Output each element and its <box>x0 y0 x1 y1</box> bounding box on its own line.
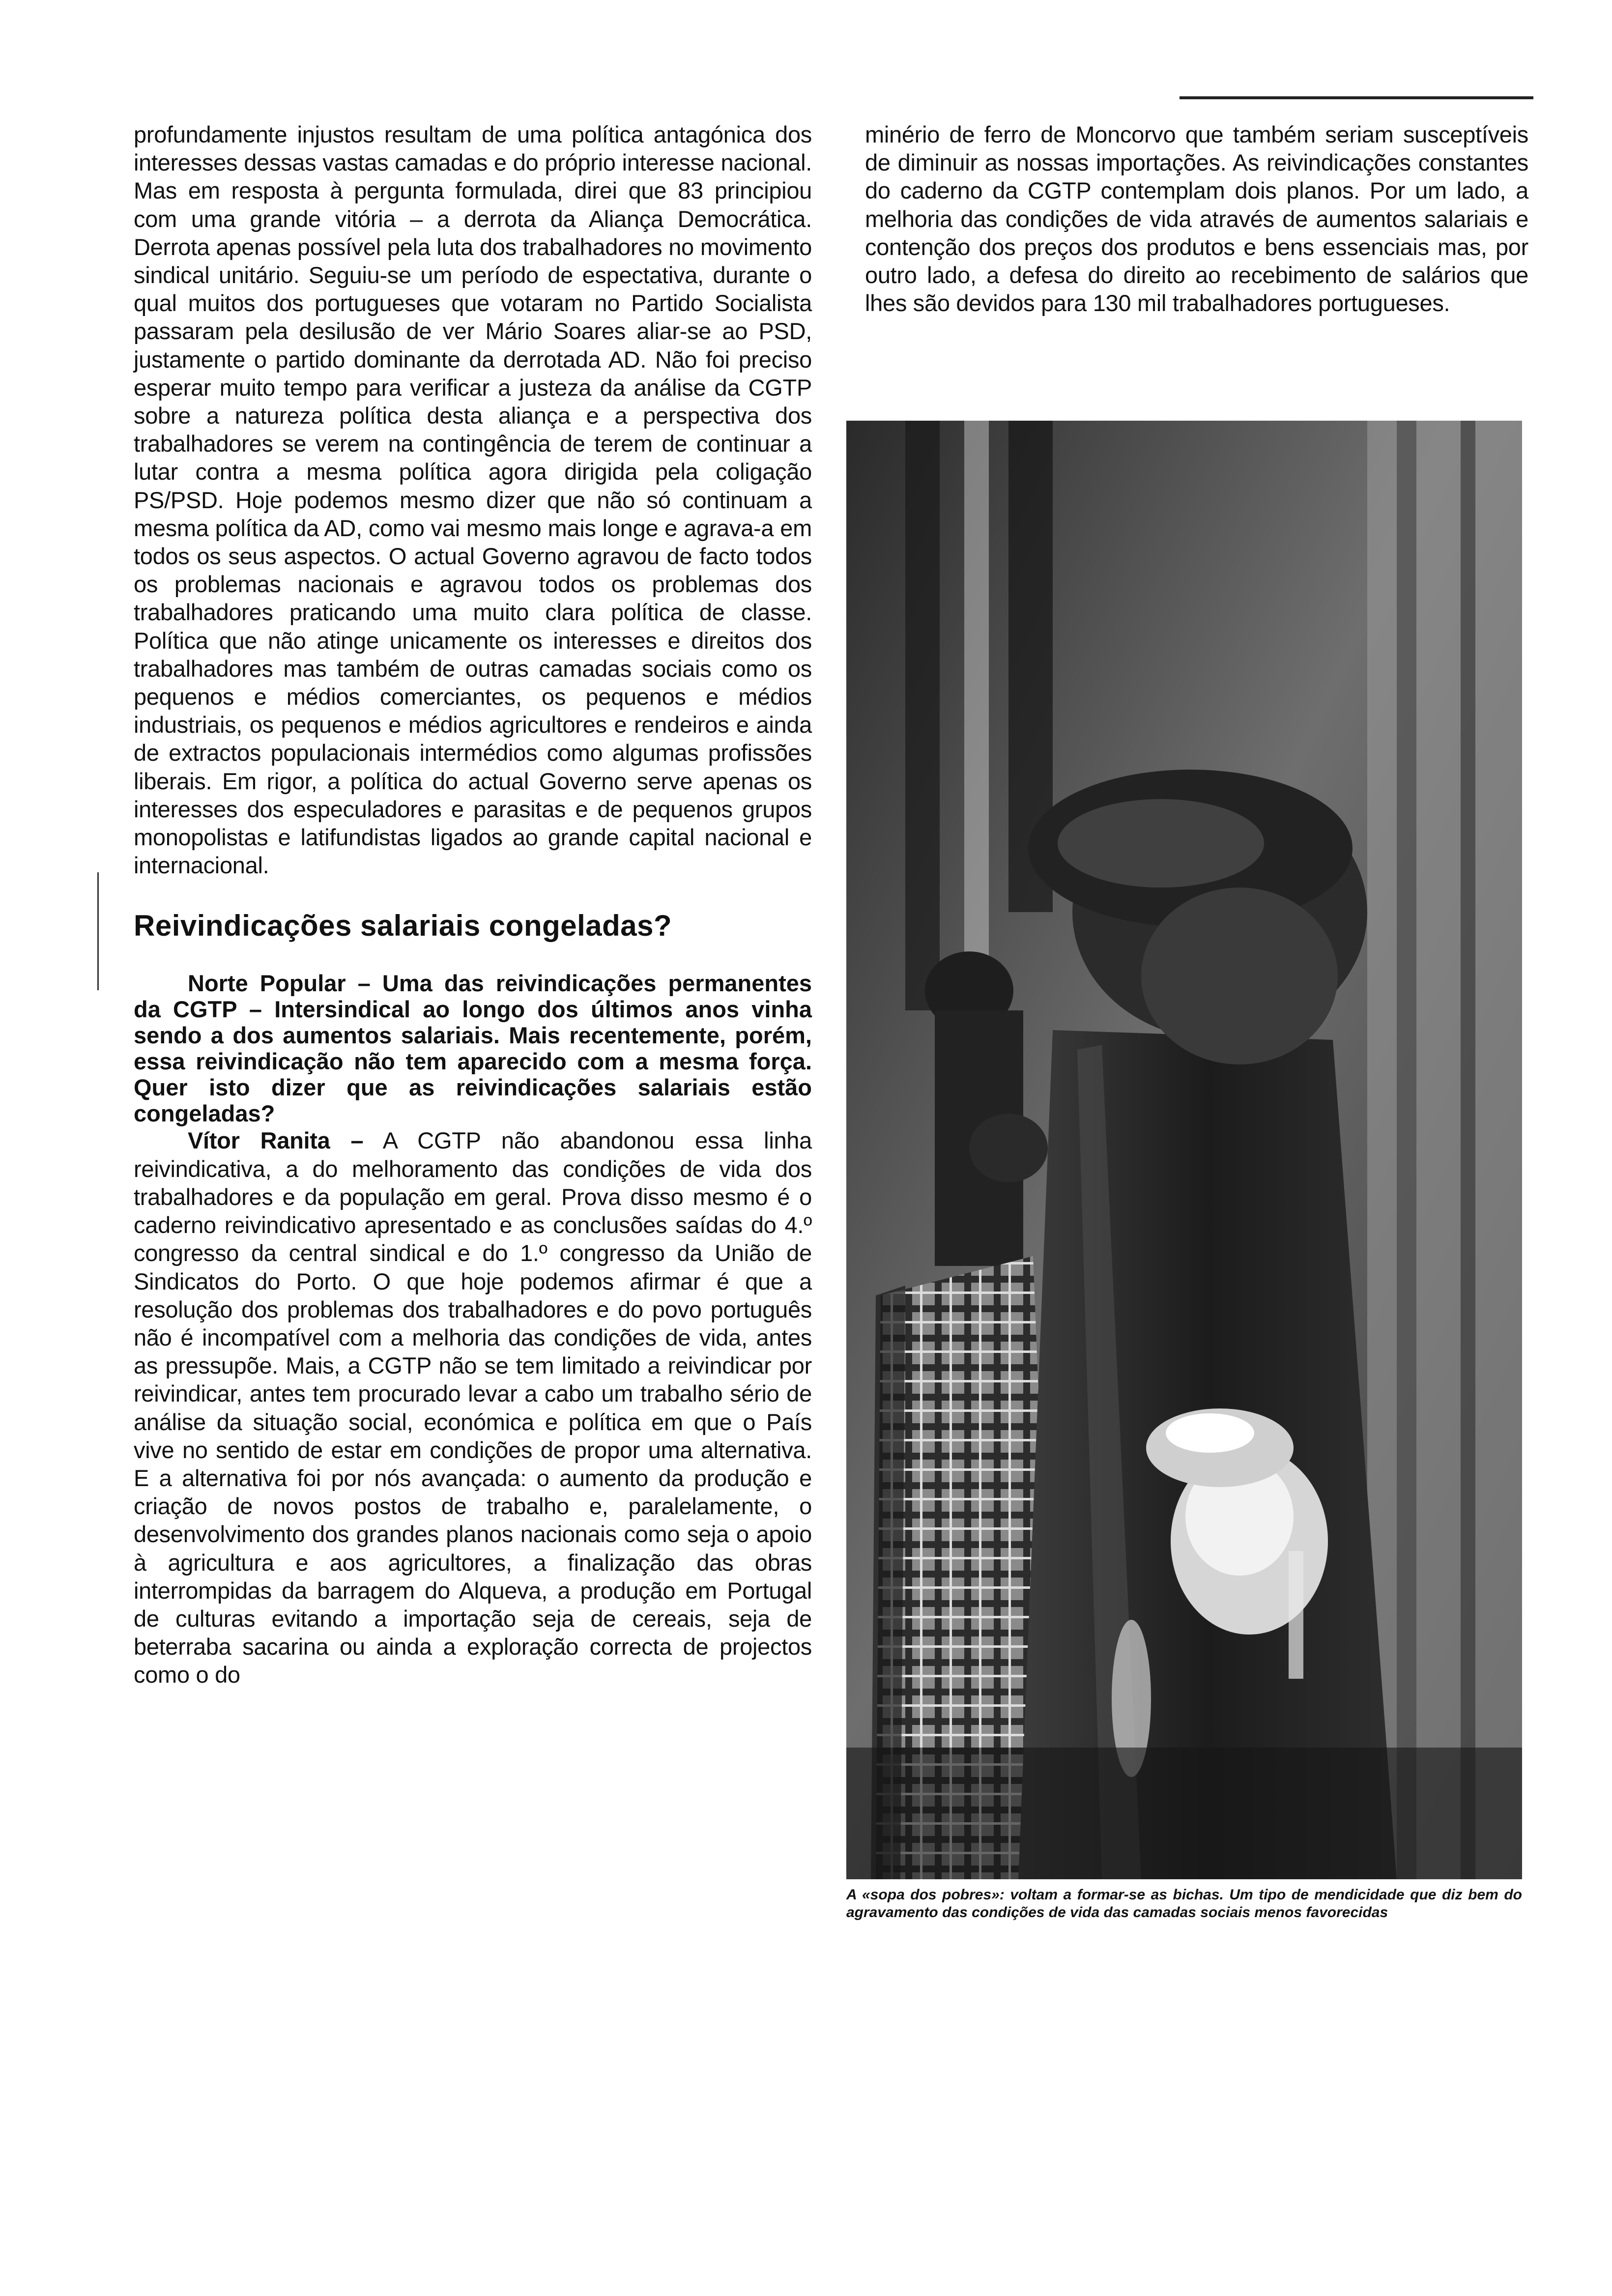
right-column <box>865 120 1528 317</box>
scan-artifact-rule <box>1180 96 1533 99</box>
answer-speaker: Vítor Ranita – <box>188 1127 364 1154</box>
photo-caption: A «sopa dos pobres»: voltam a formar-se as bichas. Um tipo de mendicidade que diz bem do agravamento das condições de vida das camadas sociais menos favorecidas <box>846 1887 1522 1921</box>
interview-answer <box>134 1126 812 1689</box>
queue-photo-icon <box>846 421 1522 1879</box>
section-heading: Reivindicações salariais congeladas? <box>134 909 672 943</box>
question-speaker: Norte Popular – <box>188 970 371 997</box>
right-paragraph: minério de ferro de Moncorvo que também seriam susceptíveis de diminuir as nossas importações. As reivindicações constantes do caderno da CGTP contemplam dois planos. Por um lado, a melhoria das condições de vida através de aumentos salariais e contenção dos preços dos produtos e bens essenciais mas, por outro lado, a defesa do direito ao recebimento de salários que lhes são devidos para 130 mil trabalhadores portugueses. <box>865 121 1528 316</box>
question-text: Uma das reivindicações permanentes da CGTP – Intersindical ao longo dos últimos anos vinha sendo a dos aumentos salariais. Mais recentemente, porém, essa reivindicação não tem aparecido com a mesma força. Quer isto dizer que as reivindicações salariais estão congeladas? <box>134 970 812 1127</box>
margin-mark <box>97 872 99 990</box>
intro-paragraph: profundamente injustos resultam de uma política antagónica dos interesses dessas vastas camadas e do próprio interesse nacional. Mas em resposta à pergunta formulada, direi que 83 principiou com uma grande vitória – a derrota da Aliança Democrática. Derrota apenas possível pela luta dos trabalhadores no movimento sindical unitário. Seguiu-se um período de espectativa, durante o qual muitos dos portugueses que votaram no Partido Socialista passaram pela desilusão de ver Mário Soares aliar-se ao PSD, justamente o partido dominante da derrotada AD. Não foi preciso esperar muito tempo para verificar a justeza da análise da CGTP sobre a natureza política desta aliança e a perspectiva dos trabalhadores se verem na contingência de terem de continuar a lutar contra a mesma política agora dirigida pela coligação PS/PSD. Hoje podemos mesmo dizer que não só continuam a mesma política da AD, como vai mesmo mais longe e agrava-a em todos os seus aspectos. O actual Governo agravou de facto todos os problemas nacionais e agravou todos os problemas dos trabalhadores praticando uma muito clara política de classe. Política que não atinge unicamente os interesses e direitos dos trabalhadores mas também de outras camadas sociais como os pequenos e médios comerciantes, os pequenos e médios industriais, os pequenos e médios agricultores e rendeiros e ainda de extractos populacionais intermédios como algumas profissões liberais. Em rigor, a política do actual Governo serve apenas os interesses dos especuladores e parasitas e de pequenos grupos monopolistas e latifundistas ligados ao grande capital nacional e internacional. <box>134 121 812 879</box>
answer-text: A CGTP não abandonou essa linha reivindicativa, a do melhoramento das condições de vida dos trabalhadores e da população em geral. Prova disso mesmo é o caderno reivindicativo apresentado e as conclusões saídas do 4.º congresso da central sindical e do 1.º congresso da União de Sindicatos do Porto. O que hoje podemos afirmar é que a resolução dos problemas dos trabalhadores e do povo português não é incompatível com a melhoria das condições de vida, antes as pressupõe. Mais, a CGTP não se tem limitado a reivindicar por reivindicar, antes tem procurado levar a cabo um trabalho sério de análise da situação social, económica e política em que o País vive no sentido de estar em condições de propor uma alternativa. E a alternativa foi por nós avançada: o aumento da produção e criação de novos postos de trabalho e, paralelamente, o desenvolvimento dos grandes planos nacionais como seja o apoio à agricultura e aos agricultores, a finalização das obras interrompidas da barragem do Alqueva, a produção em Portugal de culturas evitando a importação seja de cereais, seja de beterraba sacarina ou ainda a exploração correcta de projectos como o do <box>134 1127 812 1688</box>
left-column <box>134 120 812 1689</box>
interview-question <box>134 970 812 1126</box>
queue-photo <box>846 421 1522 1879</box>
